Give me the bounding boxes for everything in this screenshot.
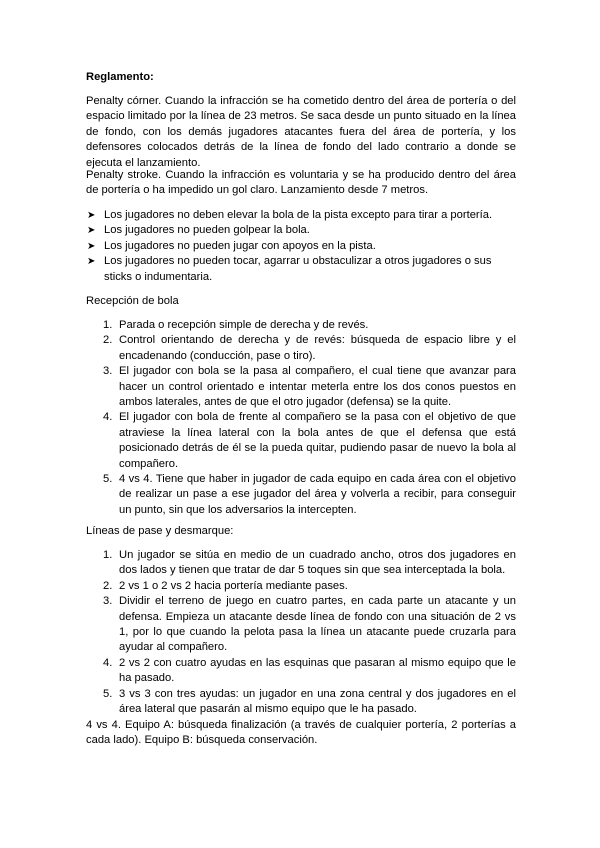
arrow-bullet-icon: ➤	[87, 240, 96, 252]
list-item: 4. 2 vs 2 con cuatro ayudas en las esquinas que pasaran al mismo equipo que le ha pasado.	[103, 656, 516, 685]
list-item: ➤ Los jugadores no pueden tocar, agarrar u obstaculizar a otros jugadores o sus sticks o indumentaria.	[87, 255, 492, 283]
penalty-stroke-paragraph: Penalty stroke. Cuando la infracción es voluntaria y se ha producido dentro del área de portería o ha impedido un gol claro. Lanzamiento desde 7 metros.	[86, 169, 516, 197]
penalty-corner-paragraph: Penalty córner. Cuando la infracción se ha cometido dentro del área de portería o del espacio limitado por la línea de 23 metros. Se saca desde un punto situado en la línea de fondo, con los demás jugadores atacantes fuera del área de portería, y los defensores colocados detrás de la línea de fondo del lado contrario a donde se ejecuta el lanzamiento.	[86, 95, 516, 169]
list-item: ➤ Los jugadores no pueden golpear la bola.	[86, 223, 516, 238]
reglamento-title: Reglamento:	[86, 71, 154, 83]
list-item: 1. Un jugador se sitúa en medio de un cuadrado ancho, otros dos jugadores en dos lados y tienen que tratar de dar 5 toques sin que sea interceptada la bola.	[103, 549, 516, 577]
list-item: 5. 3 vs 3 con tres ayudas: un jugador en una zona central y dos jugadores en el área lateral que pasarán al mismo equipo que le ha pasado.	[103, 687, 516, 716]
arrow-bullet-icon: ➤	[87, 225, 96, 237]
list-item: ➤ Los jugadores no deben elevar la bola de la pista excepto para tirar a portería.	[86, 208, 516, 223]
list-item: ➤ Los jugadores no pueden jugar con apoyos en la pista.	[86, 239, 516, 254]
lineas-list	[86, 548, 516, 717]
lineas-title: Líneas de pase y desmarque:	[86, 525, 234, 537]
arrow-bullet-icon: ➤	[87, 256, 96, 268]
list-item: 1. Parada o recepción simple de derecha y de revés.	[103, 319, 369, 331]
list-item: 2. 2 vs 1 o 2 vs 2 hacia portería mediante pases.	[103, 579, 348, 592]
arrow-bullet-icon: ➤	[87, 210, 96, 221]
rules-list	[86, 208, 516, 285]
list-item: 3. El jugador con bola se la pasa al compañero, el cual tiene que avanzar para hacer un control orientado e intentar meterla entre los dos conos puestos en ambos laterales, antes de que el otro jugador (defensa) se la quite.	[103, 365, 516, 409]
list-item: 3. Dividir el terreno de juego en cuatro partes, en cada parte un atacante y un defensa. Empieza un atacante desde línea de fondo con una situación de 2 vs 1, por lo que cuando la pelota pasa la línea un atacante puede cruzarla para ayudar al compañero.	[103, 595, 516, 654]
list-item: 5. 4 vs 4. Tiene que haber in jugador de cada equipo en cada área con el objetivo de realizar un pase a ese jugador del área y volverla a recibir, para conseguir un punto, sin que los adversarios la intercepten.	[103, 473, 516, 516]
recepcion-list	[86, 318, 516, 518]
list-item: 4. El jugador con bola de frente al compañero se la pasa con el objetivo de que atraviese la línea lateral con la bola antes de que el defensa que está posicionado detrás de él se la pueda quitar, pudiendo pasar de nuevo la bola al compañero.	[103, 411, 516, 470]
final-paragraph: 4 vs 4. Equipo A: búsqueda finalización (a través de cualquier portería, 2 porterías a cada lado). Equipo B: búsqueda conservación.	[86, 719, 516, 747]
recepcion-title: Recepción de bola	[86, 295, 179, 307]
list-item: 2. Control orientando de derecha y de revés: búsqueda de espacio libre y el encadenando (conducción, pase o tiro).	[103, 334, 516, 362]
